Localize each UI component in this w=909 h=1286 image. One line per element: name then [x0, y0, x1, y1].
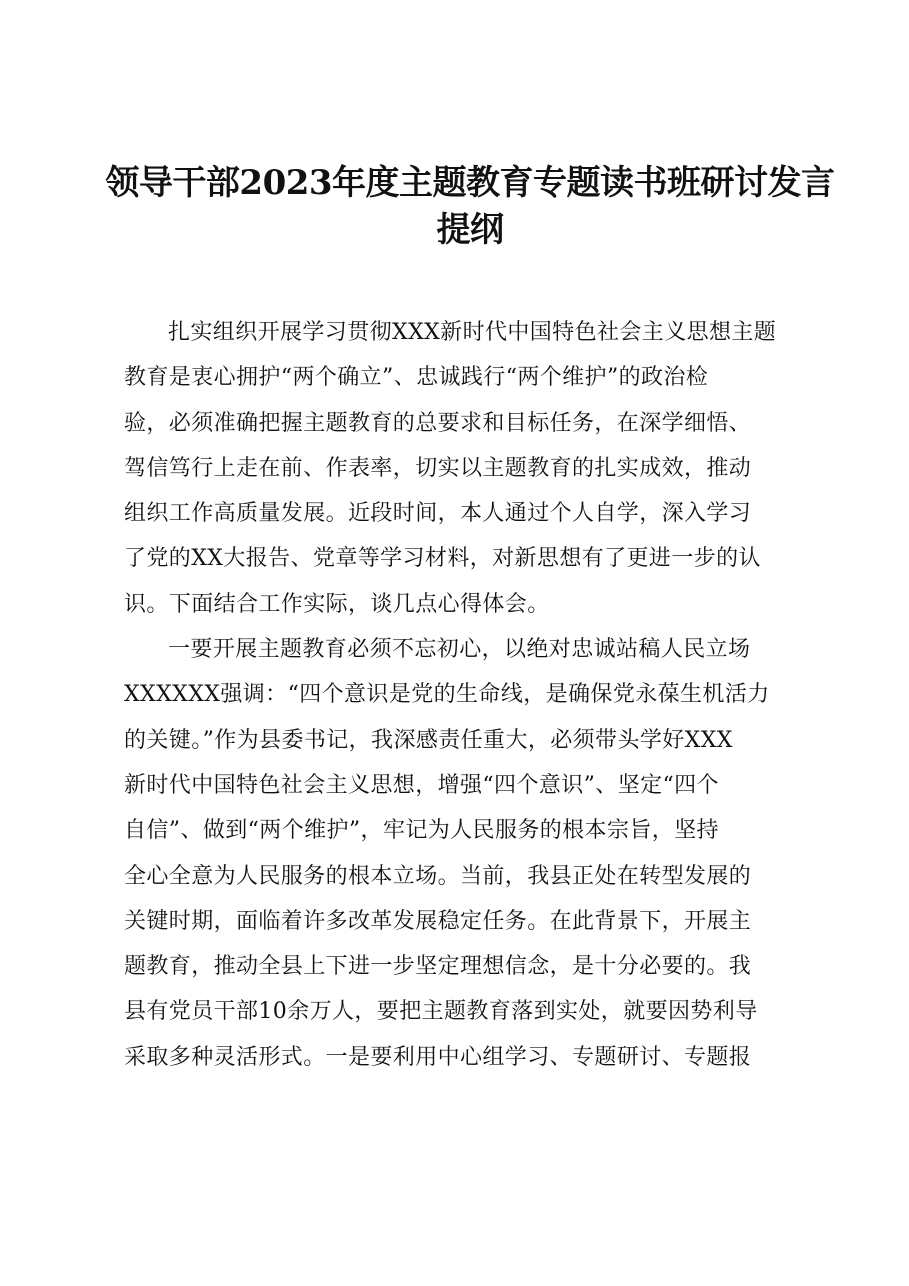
paragraph-section-one — [124, 627, 814, 1080]
text-line: 教育是衷心拥护“两个确立”、忠诚践行“两个维护”的政治检 — [124, 365, 709, 391]
text-line: 了党的XX大报告、党章等学习材料，对新思想有了更进一步的认 — [124, 546, 761, 572]
text-line: 新时代中国特色社会主义思想，增强“四个意识”、坚定“四个 — [124, 772, 719, 798]
text-line: 关键时期，面临着许多改革发展稳定任务。在此背景下，开展主 — [124, 908, 752, 934]
text-line: 验，必须准确把握主题教育的总要求和目标任务，在深学细悟、 — [124, 410, 752, 436]
document-body — [124, 310, 814, 1080]
text-line: XXXXXX强调：“四个意识是党的生命线，是确保党永葆生机活力 — [124, 682, 770, 708]
paragraph-intro — [124, 310, 814, 627]
text-line: 一要开展主题教育必须不忘初心，以绝对忠诚站稿人民立场 — [168, 637, 751, 663]
text-line: 的关键。”作为县委书记，我深感责任重大，必须带头学好XXX — [124, 727, 733, 753]
text-line: 驾信笃行上走在前、作表率，切实以主题教育的扎实成效，推动 — [124, 455, 752, 481]
text-line: 县有党员干部10余万人，要把主题教育落到实处，就要因势利导 — [124, 999, 758, 1025]
text-line: 全心全意为人民服务的根本立场。当前，我县正处在转型发展的 — [124, 863, 752, 889]
text-line: 采取多种灵活形式。一是要利用中心组学习、专题研讨、专题报 — [124, 1044, 752, 1070]
text-line: 组织工作高质量发展。近段时间，本人通过个人自学，深入学习 — [124, 501, 752, 527]
text-line: 自信”、做到“两个维护”，牢记为人民服务的根本宗旨，坚持 — [124, 818, 719, 844]
text-line: 扎实组织开展学习贯彻XXX新时代中国特色社会主义思想主题 — [168, 320, 777, 345]
text-line: 题教育，推动全县上下进一步坚定理想信念，是十分必要的。我 — [124, 954, 752, 980]
text-line: 识。下面结合工作实际，谈几点心得体会。 — [124, 591, 550, 617]
document-title: 领导干部2023年度主题教育专题读书班研讨发言提纲 — [105, 163, 835, 250]
